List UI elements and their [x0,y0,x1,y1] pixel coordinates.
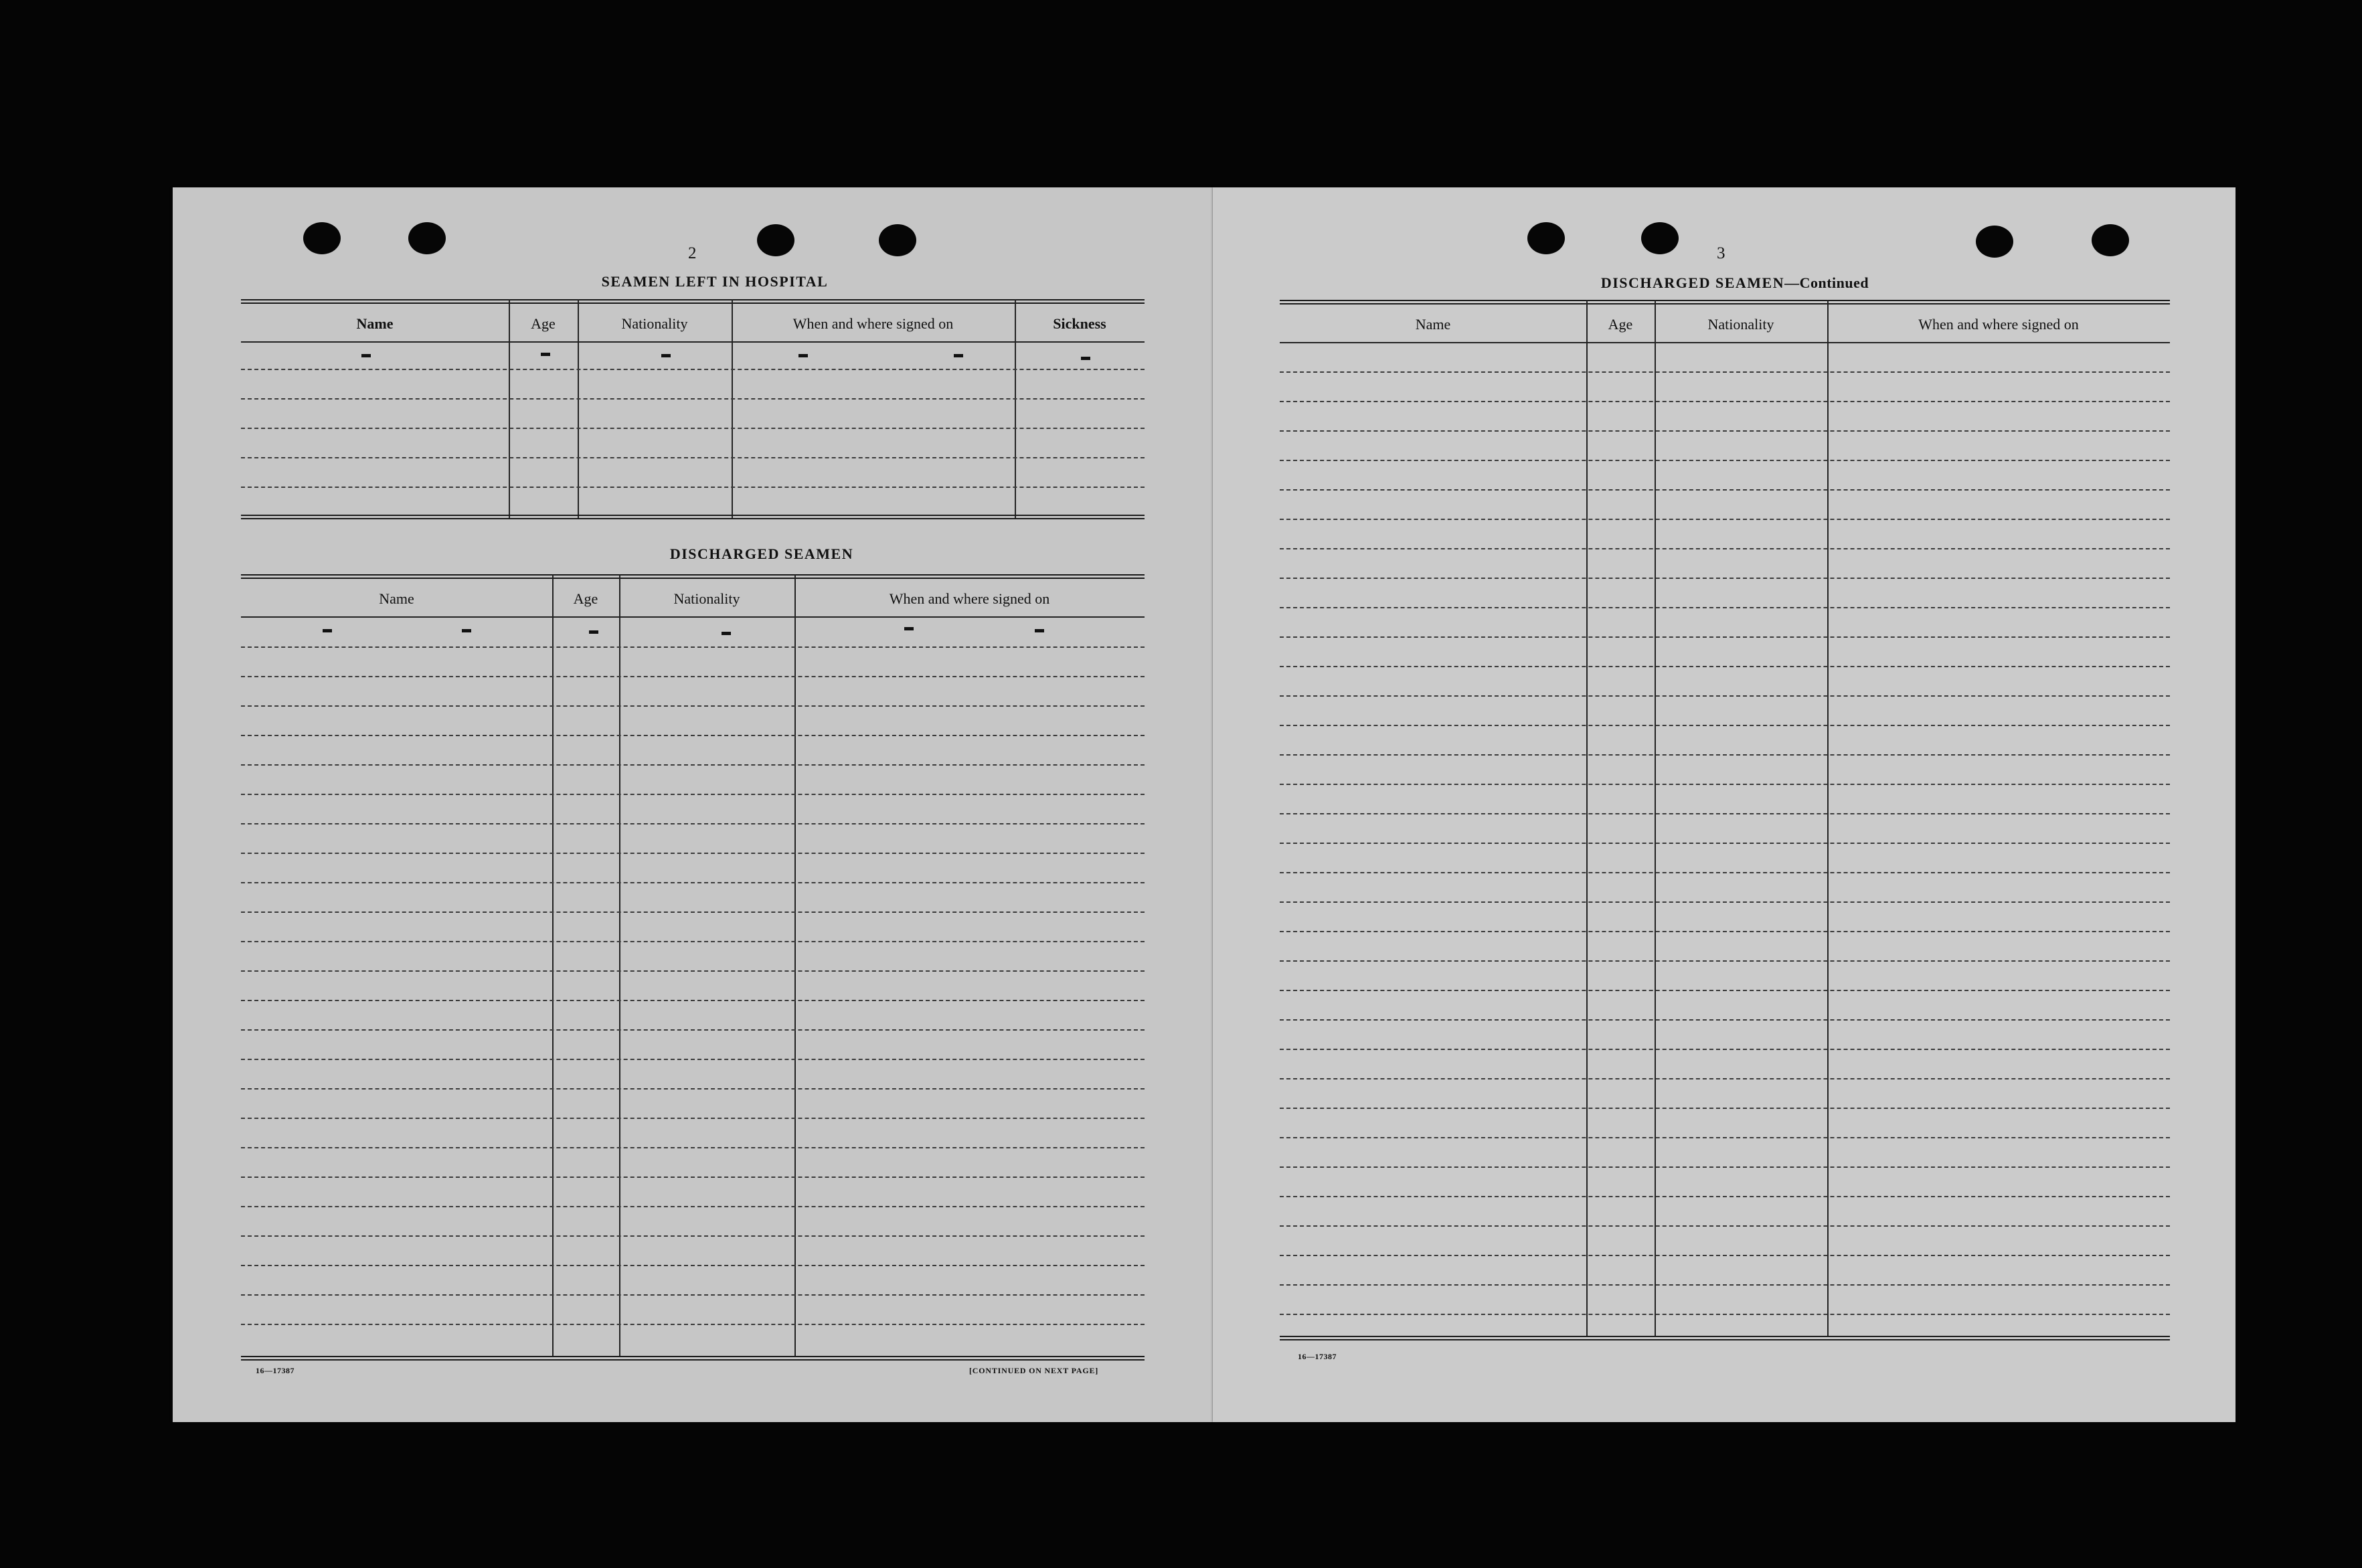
row-rule [241,1324,1145,1325]
row-rule [241,369,1145,370]
header-rule [241,341,1145,343]
column-header-age: Age [1608,316,1633,333]
row-rule [1280,1284,2170,1286]
row-rule [1280,548,2170,549]
row-rule [1280,695,2170,697]
column-divider [552,574,554,1357]
dash-mark [1081,357,1090,360]
column-header-name: Name [379,590,414,607]
header-rule [1280,342,2170,343]
discharged-continued-title-main: DISCHARGED SEAMEN [1600,274,1785,291]
column-divider [619,574,620,1357]
row-rule [241,487,1145,488]
row-rule [1280,843,2170,844]
row-rule [241,398,1145,400]
row-rule [241,428,1145,429]
discharged-table [241,574,1145,1364]
row-rule [1280,1049,2170,1050]
table-top-rule [241,574,1145,579]
punch-hole [879,224,916,256]
row-rule [241,646,1145,648]
dash-mark [541,353,550,356]
row-rule [1280,1137,2170,1138]
row-rule [241,794,1145,795]
row-rule [241,941,1145,942]
row-rule [241,1029,1145,1031]
row-rule [241,823,1145,824]
dash-mark [1035,629,1044,632]
form-number: 16—17387 [1298,1352,1337,1361]
dash-mark [462,629,471,632]
row-rule [1280,1108,2170,1109]
row-rule [1280,990,2170,991]
column-header-signed-on: When and where signed on [1918,316,2079,333]
row-rule [241,1088,1145,1090]
row-rule [1280,872,2170,873]
row-rule [241,705,1145,707]
column-header-name: Name [1415,316,1451,333]
header-rule [241,616,1145,618]
row-rule [1280,931,2170,932]
continued-note: [CONTINUED ON NEXT PAGE] [969,1366,1099,1375]
row-rule [1280,519,2170,520]
punch-hole [1641,222,1679,254]
row-rule [241,457,1145,458]
row-rule [241,1147,1145,1148]
column-divider [578,299,579,519]
column-divider [732,299,733,519]
punch-hole [408,222,446,254]
discharged-continued-table [1280,300,2170,1344]
punch-hole [303,222,341,254]
row-rule [1280,1314,2170,1315]
hospital-table-title: SEAMEN LEFT IN HOSPITAL [601,273,829,290]
column-header-age: Age [573,590,598,607]
punch-hole [1527,222,1565,254]
row-rule [1280,1196,2170,1197]
row-rule [241,1206,1145,1207]
row-rule [1280,1078,2170,1079]
table-bottom-rule [241,515,1145,519]
column-header-nationality: Nationality [1707,316,1774,333]
discharged-table-title: DISCHARGED SEAMEN [669,545,854,562]
right-page [1213,187,2236,1422]
row-rule [241,1118,1145,1119]
table-bottom-rule [1280,1336,2170,1340]
row-rule [1280,578,2170,579]
row-rule [241,882,1145,883]
row-rule [1280,901,2170,903]
row-rule [1280,401,2170,402]
column-header-name: Name [356,315,394,332]
table-top-rule [241,299,1145,304]
row-rule [241,1177,1145,1178]
form-number: 16—17387 [256,1366,294,1375]
row-rule [1280,754,2170,756]
dash-mark [589,630,598,634]
column-header-age: Age [531,315,556,332]
row-rule [1280,430,2170,432]
dash-mark [954,354,963,357]
column-divider [1015,299,1016,519]
row-rule [1280,1225,2170,1227]
table-bottom-rule [241,1356,1145,1361]
column-header-sickness: Sickness [1053,315,1106,332]
column-header-signed-on: When and where signed on [792,315,954,332]
row-rule [241,1265,1145,1266]
row-rule [1280,784,2170,785]
column-divider [1827,300,1829,1337]
discharged-continued-title-suffix: —Continued [1784,274,1869,291]
row-rule [241,676,1145,677]
row-rule [1280,813,2170,814]
row-rule [1280,1166,2170,1168]
row-rule [1280,960,2170,962]
page-number: 2 [688,244,697,262]
row-rule [241,853,1145,854]
row-rule [241,1059,1145,1060]
row-rule [1280,1019,2170,1021]
punch-hole [757,224,794,256]
column-divider [509,299,510,519]
row-rule [1280,1255,2170,1256]
row-rule [1280,666,2170,667]
row-rule [241,1000,1145,1001]
row-rule [1280,460,2170,461]
row-rule [241,970,1145,972]
punch-hole [2092,224,2129,256]
row-rule [241,1235,1145,1237]
dash-mark [661,354,671,357]
column-header-signed-on: When and where signed on [889,590,1050,607]
table-top-rule [1280,300,2170,304]
left-page [173,187,1213,1422]
column-header-nationality: Nationality [673,590,740,607]
discharged-continued-title [1534,274,1936,292]
column-divider [1655,300,1656,1337]
dash-mark [798,354,808,357]
dash-mark [904,627,914,630]
row-rule [1280,725,2170,726]
dash-mark [722,632,731,635]
dash-mark [361,354,371,357]
row-rule [1280,607,2170,608]
punch-hole [1976,226,2013,258]
row-rule [241,764,1145,766]
page-number: 3 [1717,244,1725,262]
row-rule [1280,489,2170,491]
row-rule [241,1294,1145,1296]
row-rule [241,911,1145,913]
row-rule [1280,371,2170,373]
row-rule [241,735,1145,736]
column-divider [794,574,796,1357]
column-divider [1586,300,1588,1337]
column-header-nationality: Nationality [621,315,688,332]
dash-mark [323,629,332,632]
row-rule [1280,636,2170,638]
